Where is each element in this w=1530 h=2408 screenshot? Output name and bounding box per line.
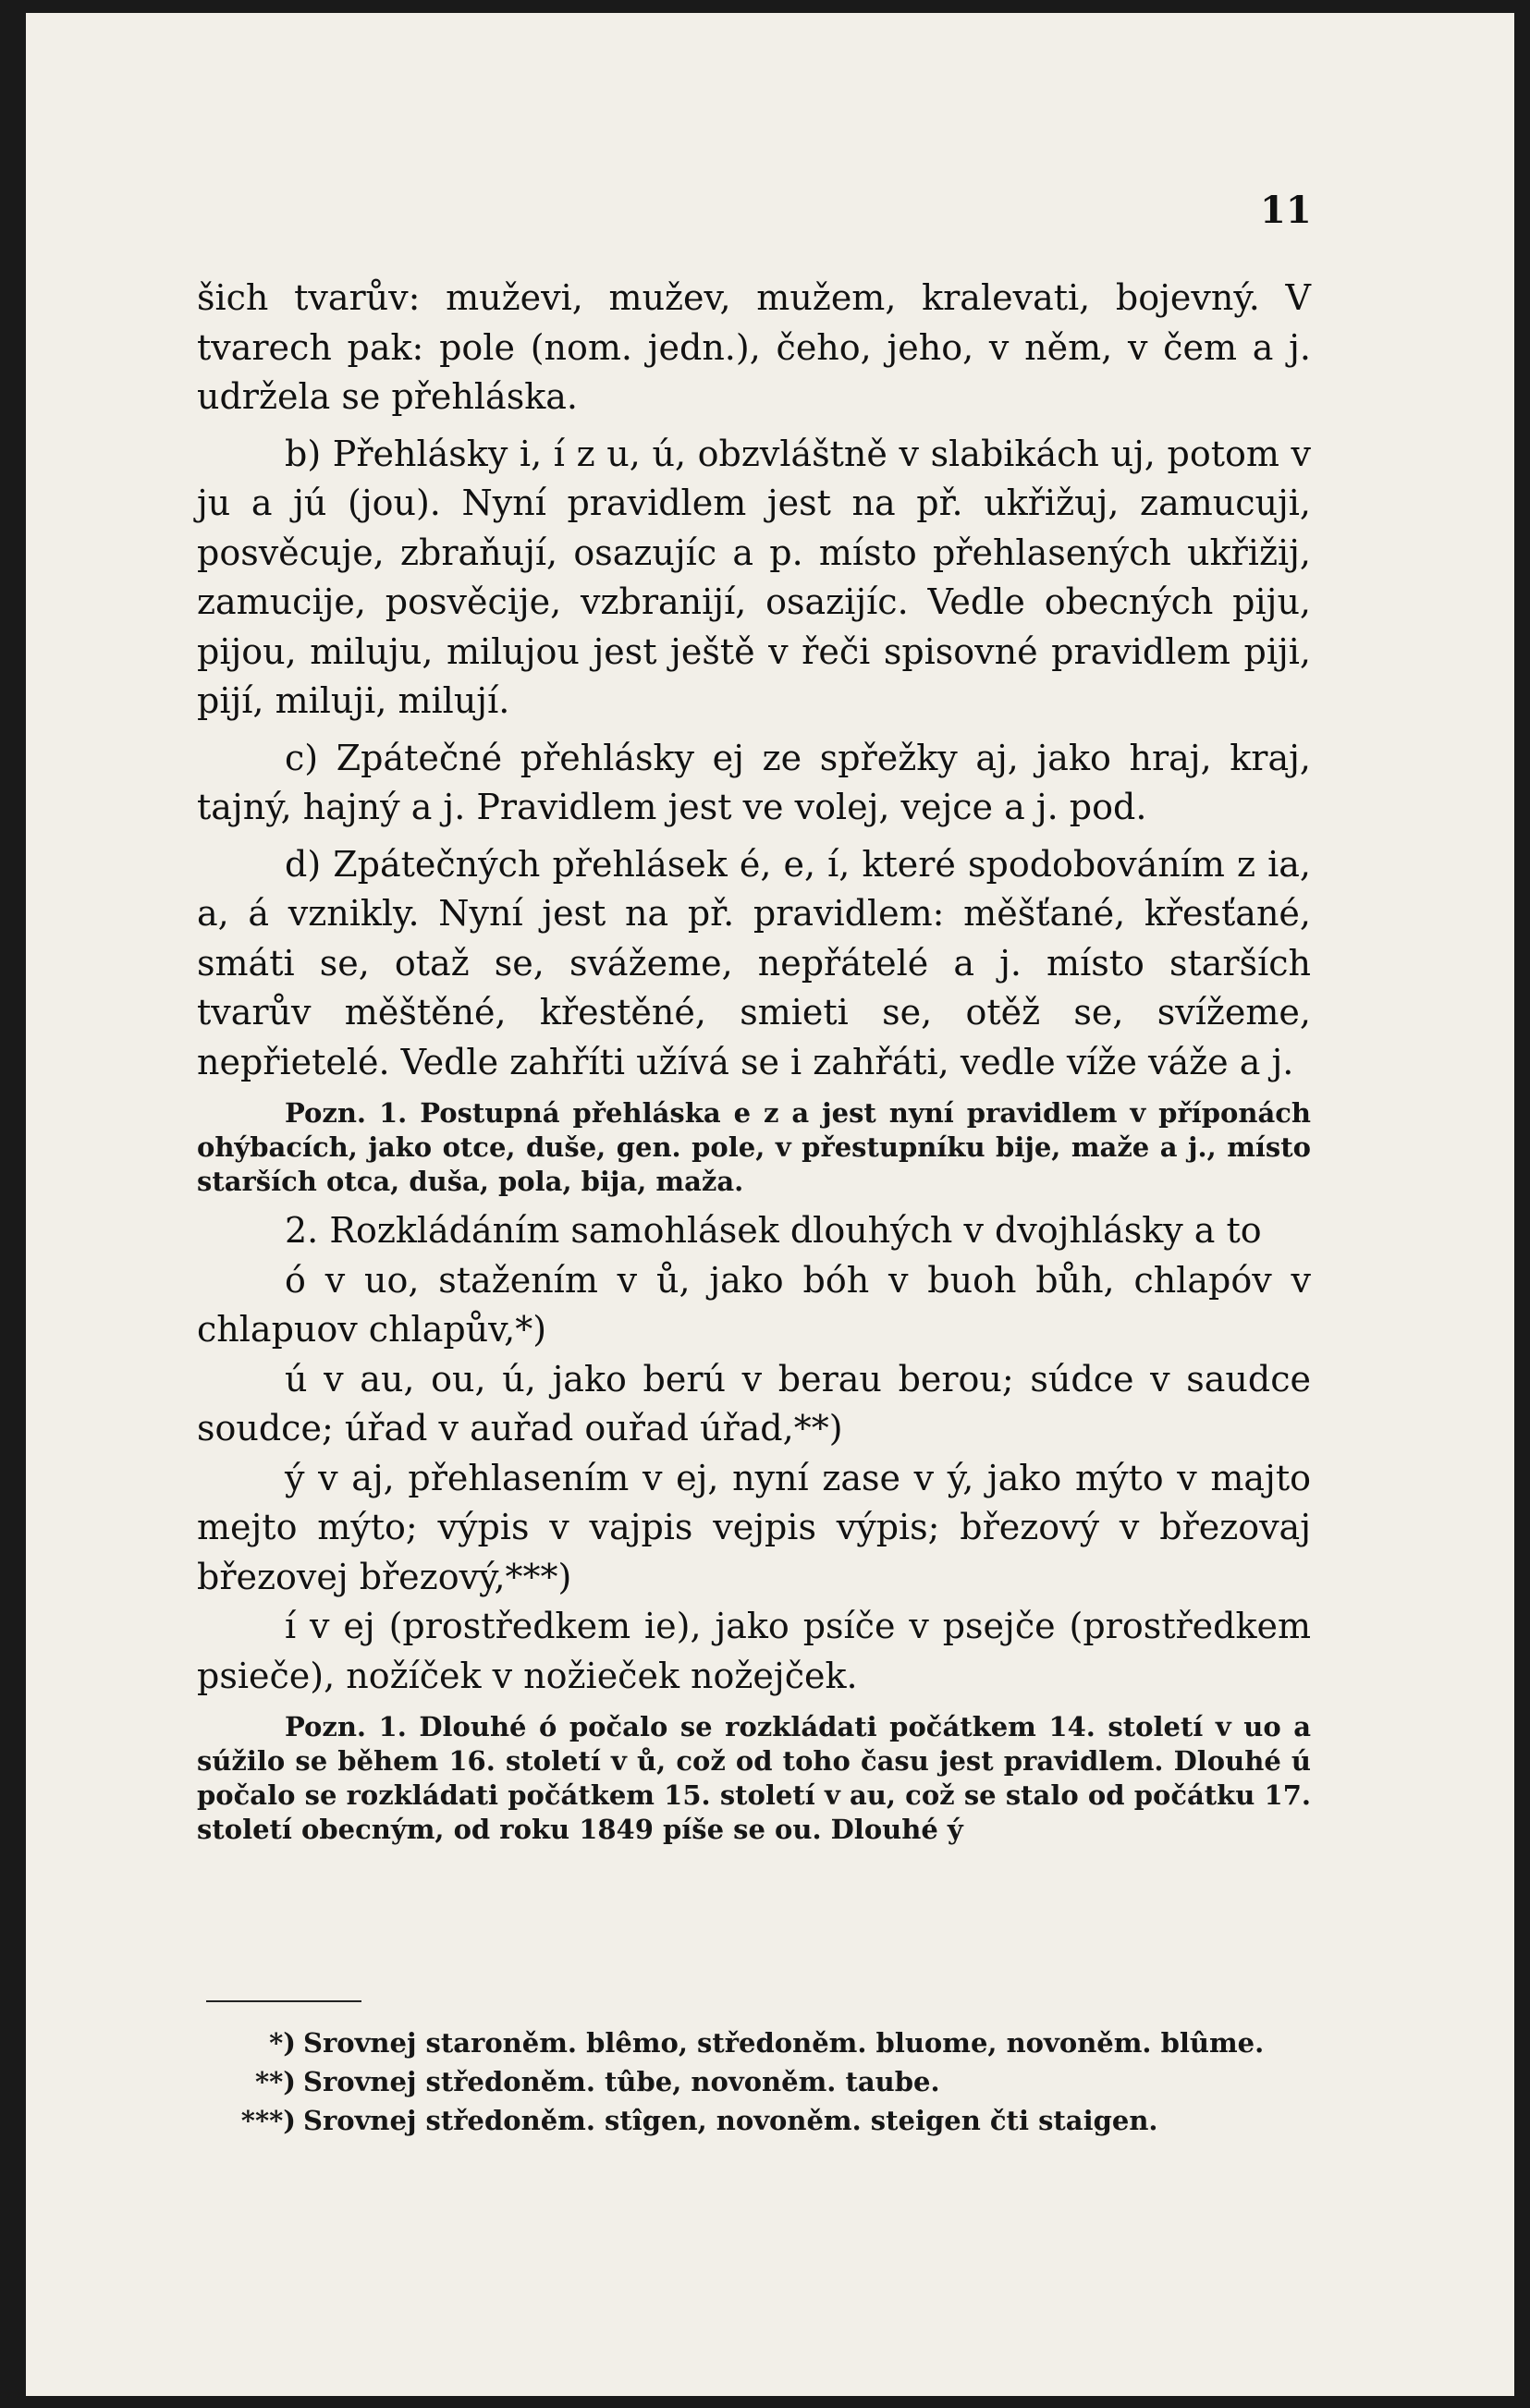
footnote-text: Srovnej staroněm. blêmo, středoněm. bluome, novoněm. blûme. [303, 2027, 1265, 2059]
paragraph-i: í v ej (prostředkem ie), jako psíče v psejče (prostředkem psieče), nožíček v nožieček nožejček. [197, 1606, 1311, 1696]
footnote-text: Srovnej středoněm. stîgen, novoněm. steigen čti staigen. [303, 2105, 1158, 2136]
footnote-divider [206, 2000, 361, 2002]
paragraph-y: ý v aj, přehlasením v ej, nyní zase v ý, jako mýto v majto mejto mýto; výpis v vajpis vejpis výpis; březový v březovaj březovej březový,***) [197, 1457, 1311, 1597]
paragraph-c: c) Zpátečné přehlásky ej ze spřežky aj, jako hraj, kraj, tajný, hajný a j. Pravidlem jest ve volej, vejce a j. pod. [197, 737, 1311, 827]
page-number: 11 [1260, 189, 1312, 232]
paragraph-2: 2. Rozkládáním samohlásek dlouhých v dvojhlásky a to [285, 1210, 1262, 1251]
footnote-item [229, 2023, 1292, 2062]
book-page [26, 13, 1514, 2396]
footnote-mark: **) [254, 2066, 296, 2097]
paragraph-continuation: šich tvarův: muževi, mužev, mužem, kralevati, bojevný. V tvarech pak: pole (nom. jedn.), čeho, jeho, v něm, v čem a j. udržela se přehláska. [197, 277, 1311, 417]
paragraph-o: ó v uo, stažením v ů, jako bóh v buoh bůh, chlapóv v chlapuov chlapův,*) [197, 1259, 1311, 1350]
main-text [197, 274, 1311, 1847]
note-2: Pozn. 1. Dlouhé ó počalo se rozkládati počátkem 14. století v uo a súžilo se během 16. století v ů, což od toho času jest pravidlem. Dlouhé ú počalo se rozkládati počátkem 15. století v au, což se stalo od počátku 17. století obecným, od roku 1849 píše se ou. Dlouhé ý [197, 1711, 1311, 1845]
paragraph-u: ú v au, ou, ú, jako berú v berau berou; súdce v saudce soudce; úřad v auřad ouřad úřad,**) [197, 1358, 1311, 1448]
footnote-mark: *) [269, 2027, 296, 2059]
footnote-item [229, 2062, 1292, 2101]
note-1: Pozn. 1. Postupná přehláska e z a jest nyní pravidlem v příponách ohýbacích, jako otce, duše, gen. pole, v přestupníku bije, maže a j., místo starších otca, duša, pola, bija, maža. [197, 1097, 1311, 1197]
footnote-text: Srovnej středoněm. tûbe, novoněm. taube. [303, 2066, 940, 2097]
paragraph-b: b) Přehlásky i, í z u, ú, obzvláštně v slabikách uj, potom v ju a jú (jou). Nyní pravidlem jest na př. ukřižuj, zamucuji, posvěcuje, zbraňují, osazujíc a p. místo přehlasených ukřižij, zamucije, posvěcije, vzbranijí, osazijíc. Vedle obecných piju, pijou, miluju, milujou jest ještě v řeči spisovné pravidlem piji, pijí, miluji, milují. [197, 433, 1311, 721]
paragraph-d: d) Zpátečných přehlásek é, e, í, které spodobováním z ia, a, á vznikly. Nyní jest na př. pravidlem: měšťané, křesťané, smáti se, otaž se, svážeme, nepřátelé a j. místo starších tvarův měštěné, křestěné, smieti se, otěž se, svížeme, nepřietelé. Vedle zahříti užívá se i zahřáti, vedle víže váže a j. [197, 843, 1311, 1082]
footnotes [229, 2023, 1292, 2140]
footnote-item [229, 2101, 1292, 2140]
footnote-mark: ***) [240, 2105, 296, 2136]
